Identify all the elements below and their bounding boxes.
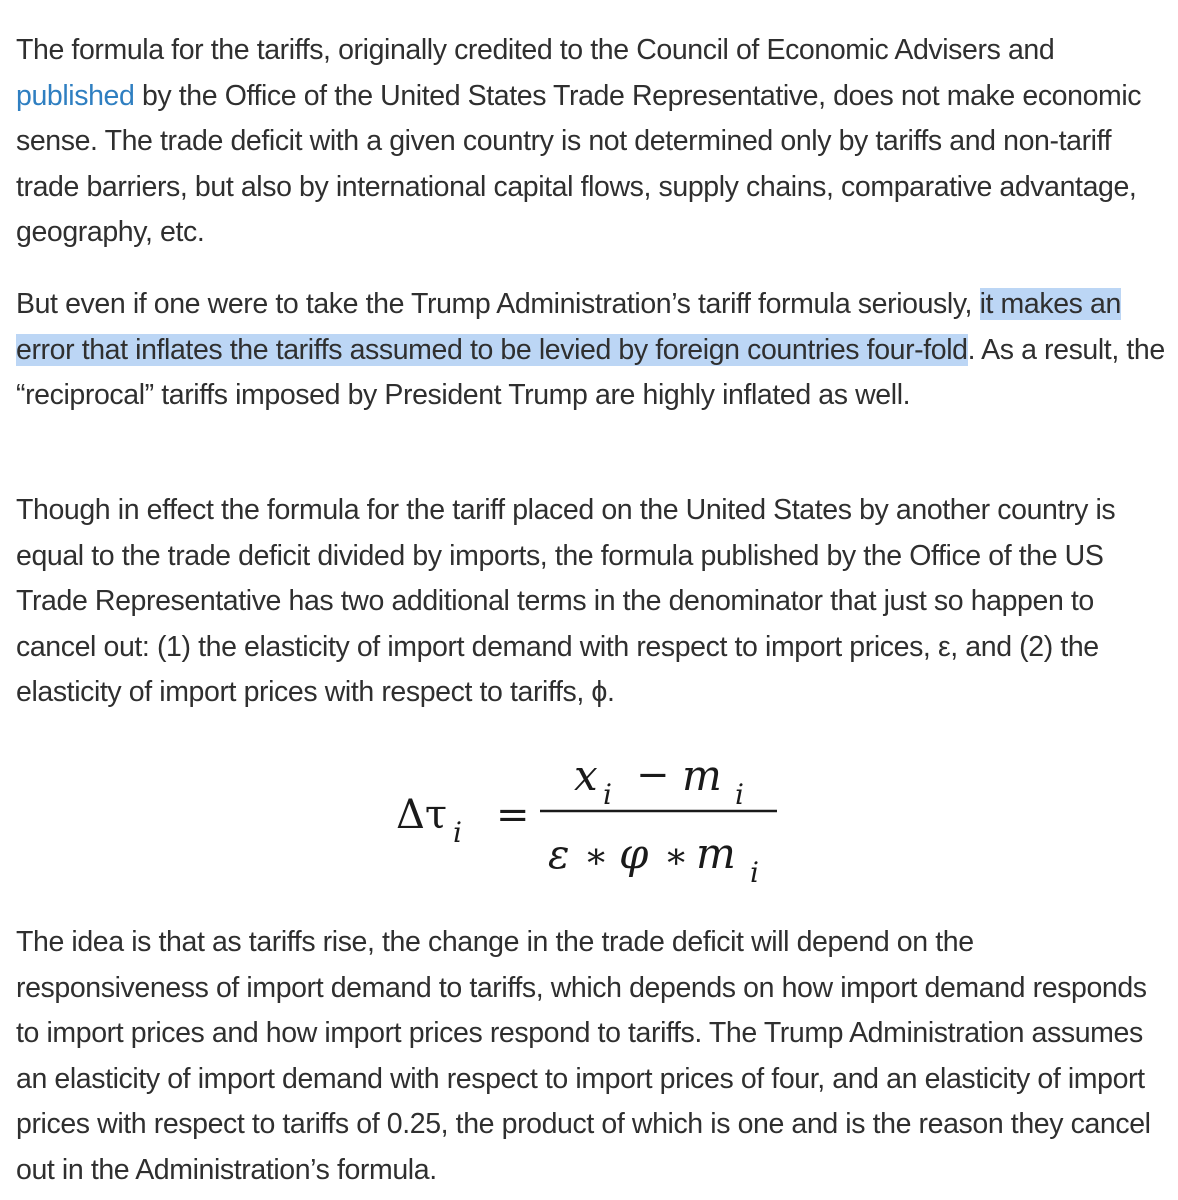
denominator-m-subscript: i: [750, 856, 759, 889]
paragraph-tariff-formula-intro: [16, 28, 1166, 256]
formula-lhs: Δτ: [396, 792, 448, 838]
numerator-m-subscript: i: [735, 778, 744, 811]
denominator-star-1: ∗: [584, 836, 609, 877]
paragraph-text: The formula for the tariffs, originally credited to the Council of Economic Advisers and: [16, 34, 1055, 66]
paragraph-formula-error: [16, 282, 1166, 419]
paragraph-text: But even if one were to take the Trump Administration’s tariff formula seriously,: [16, 288, 980, 320]
numerator-x: x: [574, 751, 598, 800]
paragraph-text: by the Office of the United States Trade Representative, does not make economic sense. The trade deficit with a given country is not determined only by tariffs and non-tariff trade barriers, but also by international capital flows, supply chains, comparative advantage, geography, etc.: [16, 79, 1142, 248]
highlighted-text-selection: it makes an error that inflates the tariffs assumed to be levied by foreign countries four-fold: [16, 288, 1121, 366]
numerator-x-subscript: i: [603, 778, 612, 811]
paragraph-text: . As a result, the “reciprocal” tariffs imposed by President Trump are highly inflated as well.: [16, 333, 1165, 411]
formula-lhs-subscript: i: [453, 816, 462, 849]
formula-svg: [0, 720, 1178, 900]
denominator-epsilon: ε: [548, 832, 570, 878]
numerator-minus: −: [636, 752, 670, 798]
denominator-phi: φ: [619, 829, 649, 878]
numerator-m: m: [682, 751, 722, 800]
paragraph-formula-terms: Though in effect the formula for the tariff placed on the United States by another country is equal to the trade deficit divided by imports, the formula published by the Office of the US Trade Representative has two additional terms in the denominator that just so happen to cancel out: (1) the elasticity of import demand with respect to import prices, ε, and (2) the elasticity of import prices with respect to tariffs, ϕ.: [16, 494, 1116, 708]
tariff-formula-equation: [0, 720, 1178, 900]
formula-equals: =: [496, 792, 530, 838]
published-link[interactable]: published: [16, 79, 135, 112]
denominator-m: m: [696, 829, 736, 878]
paragraph-elasticity-explanation: The idea is that as tariffs rise, the change in the trade deficit will depend on the responsiveness of import demand to tariffs, which depends on how import demand responds to import prices and how import prices respond to tariffs. The Trump Administration assumes an elasticity of import demand with respect to import prices of four, and an elasticity of import prices with respect to tariffs of 0.25, the product of which is one and is the reason they cancel out in the Administration’s formula.: [16, 926, 1151, 1186]
denominator-star-2: ∗: [664, 836, 689, 877]
